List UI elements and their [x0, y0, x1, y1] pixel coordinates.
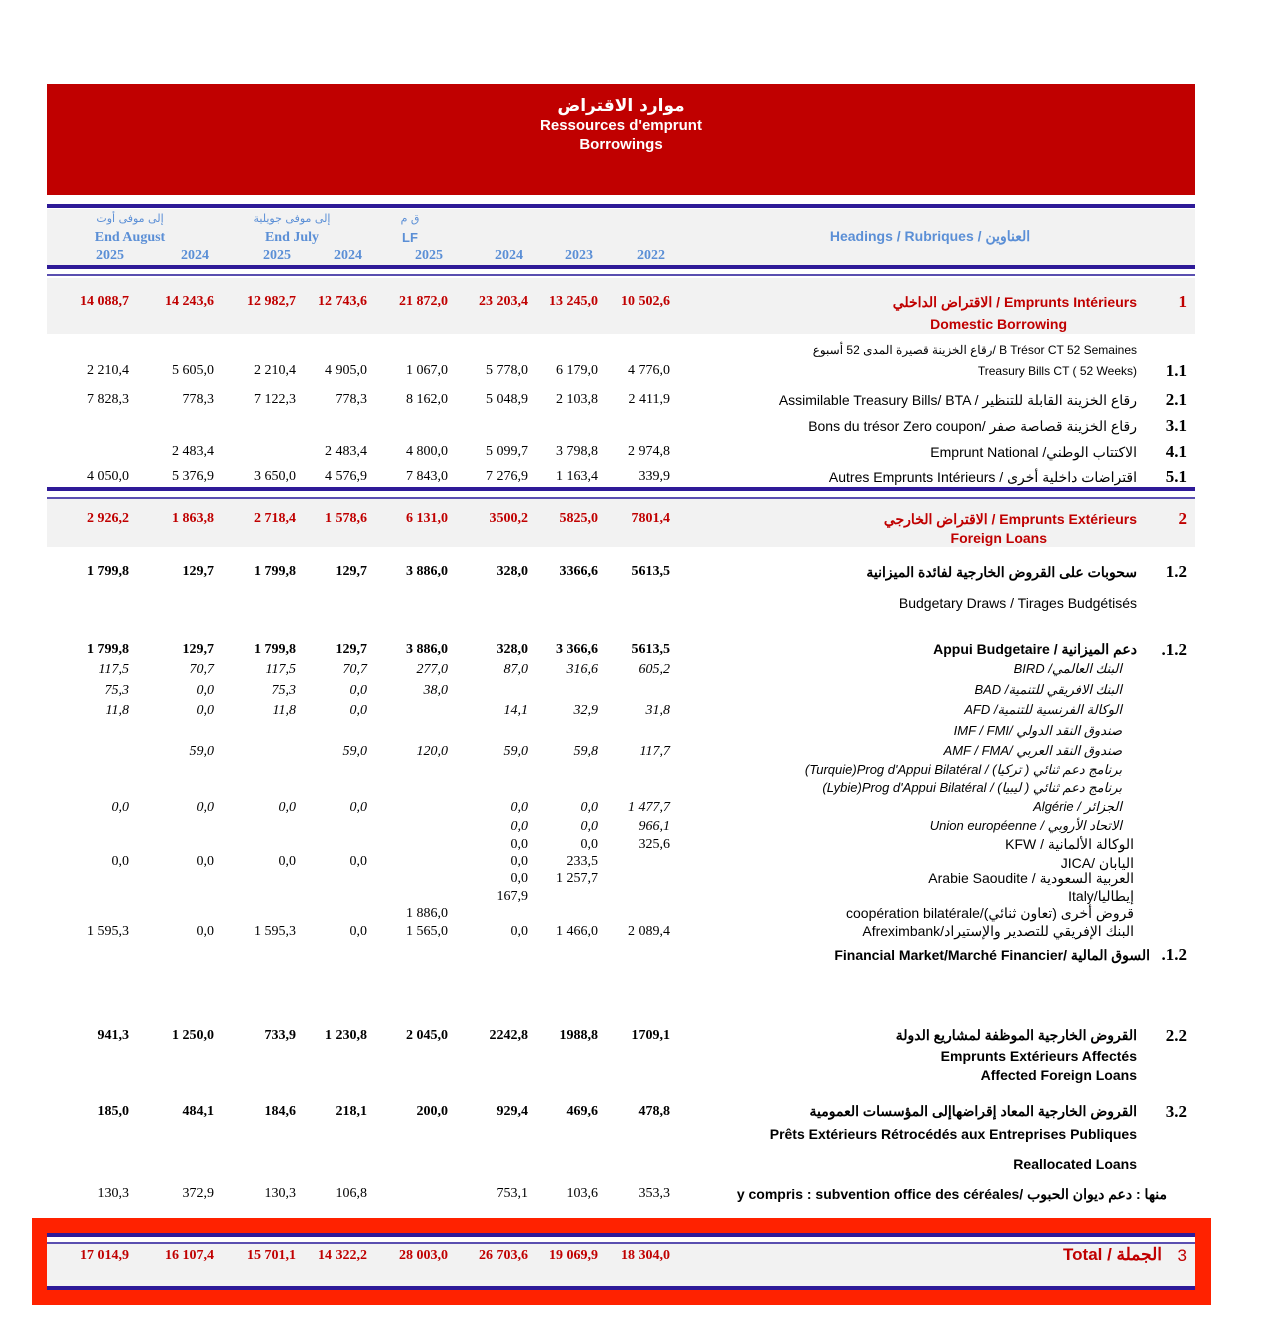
cell-value: 2 411,9: [628, 392, 670, 407]
row-label: Treasury Bills CT ( 52 Weeks): [977, 364, 1137, 378]
cell-value: 1 886,0: [406, 906, 448, 921]
cell-value: 4 905,0: [325, 363, 367, 378]
divider: [47, 1286, 1195, 1290]
cell-value: 2242,8: [489, 1028, 528, 1043]
cell-value: 70,7: [189, 662, 214, 677]
total-value: 14 322,2: [318, 1248, 367, 1263]
cell-value: 0,0: [196, 683, 214, 698]
cell-value: 4 800,0: [406, 444, 448, 459]
title-english: Borrowings: [579, 136, 663, 153]
cell-value: 0,0: [278, 800, 296, 815]
row-label: Domestic Borrowing: [930, 316, 1067, 332]
cell-value: 1 257,7: [556, 871, 598, 886]
row-label: Affected Foreign Loans: [980, 1067, 1137, 1083]
cell-value: 32,9: [573, 703, 598, 718]
row-label: (Turquie)Prog d'Appui Bilatéral / (برنامج دعم ثنائي ( تركيا: [804, 762, 1122, 777]
row-label: Algérie / الجزائر: [1033, 799, 1122, 814]
cell-value: 184,6: [264, 1104, 296, 1119]
row-code: 2.2: [1165, 1026, 1187, 1045]
year-column-header: 2024: [334, 248, 362, 263]
cell-value: 200,0: [416, 1104, 448, 1119]
cell-value: 59,0: [342, 744, 367, 759]
divider: [47, 487, 1195, 491]
cell-value: 4 576,9: [325, 469, 367, 484]
cell-value: 129,7: [182, 564, 214, 579]
cell-value: 966,1: [638, 819, 670, 834]
cell-value: 4 050,0: [87, 469, 129, 484]
total-value: 18 304,0: [621, 1248, 670, 1263]
row-code: .1.2: [1161, 640, 1187, 659]
year-column-header: 2025: [263, 248, 291, 263]
cell-value: 10 502,6: [621, 294, 670, 309]
divider: [47, 274, 1195, 276]
row-label: الاقتراض الخارجي / Emprunts Extérieurs: [883, 511, 1137, 527]
cell-value: 484,1: [182, 1104, 214, 1119]
cell-value: 5 048,9: [486, 392, 528, 407]
cell-value: 14 088,7: [80, 294, 129, 309]
cell-value: 0,0: [580, 819, 598, 834]
row-label: Afreximbank/البنك الإفريقي للتصدير والإستيراد: [862, 923, 1134, 939]
row-code: 2.1: [1165, 390, 1187, 409]
row-label: Prêts Extérieurs Rétrocédés aux Entreprises Publiques: [769, 1126, 1137, 1142]
row-label: Union européenne / الاتحاد الأروبي: [929, 818, 1122, 833]
year-column-header: 2025: [415, 248, 443, 263]
cell-value: 0,0: [510, 819, 528, 834]
cell-value: 6 131,0: [406, 511, 448, 526]
cell-value: 120,0: [416, 744, 448, 759]
cell-value: 70,7: [342, 662, 367, 677]
cell-value: 14 243,6: [165, 294, 214, 309]
cell-value: 0,0: [510, 871, 528, 886]
cell-value: 1 466,0: [556, 924, 598, 939]
row-label: Autres Emprunts Intérieurs / اقتراضات داخلية أخرى: [828, 469, 1137, 485]
cell-value: 12 743,6: [318, 294, 367, 309]
cell-value: 778,3: [335, 392, 367, 407]
cell-value: 59,0: [189, 744, 214, 759]
row-label: coopération bilatérale/(قروض أخرى (تعاون ثنائي: [846, 905, 1134, 921]
divider: [47, 265, 1195, 269]
headings-label: Headings / Rubriques / العناوين: [829, 228, 1031, 244]
cell-value: 5825,0: [559, 511, 598, 526]
cell-value: 5613,5: [631, 564, 670, 579]
cell-value: 0,0: [510, 800, 528, 815]
cell-value: 185,0: [97, 1104, 129, 1119]
row-label: Budgetary Draws / Tirages Budgétisés: [898, 595, 1137, 611]
cell-value: 733,9: [264, 1028, 296, 1043]
cell-value: 3 886,0: [406, 564, 448, 579]
group-header-ar: إلى موفى أوت: [96, 212, 164, 225]
cell-value: 0,0: [349, 683, 367, 698]
cell-value: 3 798,8: [556, 444, 598, 459]
cell-value: 7801,4: [631, 511, 670, 526]
cell-value: 5 605,0: [172, 363, 214, 378]
cell-value: 0,0: [510, 924, 528, 939]
cell-value: 2 483,4: [325, 444, 367, 459]
cell-value: 2 926,2: [87, 511, 129, 526]
row-code: 1: [1178, 292, 1187, 311]
total-value: 17 014,9: [80, 1248, 129, 1263]
cell-value: 59,0: [503, 744, 528, 759]
cell-value: 372,9: [182, 1186, 214, 1201]
cell-value: 7 276,9: [486, 469, 528, 484]
cell-value: 11,8: [105, 703, 129, 718]
row-label: IMF / FMI/ صندوق النقد الدولي: [953, 723, 1122, 738]
cell-value: 233,5: [566, 854, 598, 869]
row-label: سحوبات على القروض الخارجية لفائدة الميزانية: [866, 564, 1137, 580]
cell-value: 5613,5: [631, 642, 670, 657]
cell-value: 0,0: [196, 924, 214, 939]
cell-value: 7 122,3: [254, 392, 296, 407]
total-code: 3: [1177, 1246, 1187, 1265]
cell-value: 11,8: [272, 703, 296, 718]
row-label: Appui Budgetaire / دعم الميزانية: [933, 641, 1137, 657]
year-column-header: 2022: [637, 248, 665, 263]
cell-value: 328,0: [496, 564, 528, 579]
title-banner: [47, 84, 1195, 195]
row-label: BAD /البنك الافريقي للتنمية: [974, 682, 1122, 697]
title-french: Ressources d'emprunt: [540, 117, 702, 134]
cell-value: 316,6: [566, 662, 598, 677]
cell-value: 941,3: [97, 1028, 129, 1043]
cell-value: 5 778,0: [486, 363, 528, 378]
cell-value: 0,0: [196, 854, 214, 869]
cell-value: 75,3: [104, 683, 129, 698]
cell-value: 2 483,4: [172, 444, 214, 459]
row-label: y compris : subvention office des céréales/ منها : دعم ديوان الحبوب: [736, 1186, 1167, 1202]
cell-value: 778,3: [182, 392, 214, 407]
total-value: 19 069,9: [549, 1248, 598, 1263]
cell-value: 0,0: [111, 854, 129, 869]
row-code: 3.2: [1165, 1102, 1187, 1121]
cell-value: 0,0: [349, 854, 367, 869]
cell-value: 1709,1: [631, 1028, 670, 1043]
cell-value: 3 366,6: [556, 642, 598, 657]
cell-value: 12 982,7: [247, 294, 296, 309]
group-header: End July: [264, 230, 320, 245]
cell-value: 3 886,0: [406, 642, 448, 657]
cell-value: 3 650,0: [254, 469, 296, 484]
cell-value: 1 799,8: [87, 564, 129, 579]
row-label: Arabie Saoudite / العربية السعودية: [928, 870, 1134, 886]
cell-value: 605,2: [638, 662, 670, 677]
group-header-ar: إلى موفى جويلية: [253, 212, 331, 225]
row-label: Foreign Loans: [950, 530, 1047, 546]
cell-value: 75,3: [271, 683, 296, 698]
cell-value: 469,6: [566, 1104, 598, 1119]
cell-value: 339,9: [638, 469, 670, 484]
divider: [47, 204, 1195, 208]
cell-value: 129,7: [335, 564, 367, 579]
row-label: رقاع الخزينة قصيرة المدى 52 أسبوع/ B Trésor CT 52 Semaines: [812, 343, 1137, 357]
row-label: القروض الخارجية الموظفة لمشاريع الدولة: [895, 1027, 1137, 1043]
cell-value: 929,4: [496, 1104, 528, 1119]
cell-value: 0,0: [349, 800, 367, 815]
row-code: 3.1: [1165, 416, 1187, 435]
cell-value: 23 203,4: [479, 294, 528, 309]
cell-value: 7 843,0: [406, 469, 448, 484]
cell-value: 117,7: [639, 744, 670, 759]
cell-value: 1 565,0: [406, 924, 448, 939]
cell-value: 2 974,8: [628, 444, 670, 459]
group-header-ar: ق م: [400, 212, 420, 225]
total-value: 16 107,4: [165, 1248, 214, 1263]
row-label: AMF / FMA/ صندوق النقد العربي: [943, 743, 1122, 758]
year-column-header: 2024: [181, 248, 209, 263]
row-code: .1.2: [1161, 945, 1187, 964]
year-column-header: 2025: [96, 248, 124, 263]
cell-value: 0,0: [580, 800, 598, 815]
cell-value: 1 799,8: [254, 642, 296, 657]
cell-value: 59,8: [573, 744, 598, 759]
cell-value: 328,0: [496, 642, 528, 657]
cell-value: 2 210,4: [254, 363, 296, 378]
row-code: 1.1: [1165, 361, 1187, 380]
cell-value: 1 799,8: [254, 564, 296, 579]
cell-value: 1 595,3: [87, 924, 129, 939]
cell-value: 103,6: [566, 1186, 598, 1201]
cell-value: 0,0: [111, 800, 129, 815]
cell-value: 2 210,4: [87, 363, 129, 378]
cell-value: 1 250,0: [172, 1028, 214, 1043]
cell-value: 167,9: [496, 889, 528, 904]
cell-value: 8 162,0: [406, 392, 448, 407]
row-label: AFD /الوكالة الفرنسية للتنمية: [964, 702, 1122, 717]
cell-value: 38,0: [423, 683, 448, 698]
cell-value: 353,3: [638, 1186, 670, 1201]
cell-value: 1 863,8: [172, 511, 214, 526]
cell-value: 0,0: [510, 854, 528, 869]
total-value: 28 003,0: [399, 1248, 448, 1263]
row-label: Reallocated Loans: [1013, 1156, 1137, 1172]
cell-value: 0,0: [510, 837, 528, 852]
cell-value: 5 099,7: [486, 444, 528, 459]
cell-value: 478,8: [638, 1104, 670, 1119]
cell-value: 2 089,4: [628, 924, 670, 939]
cell-value: 1 163,4: [556, 469, 598, 484]
cell-value: 106,8: [335, 1186, 367, 1201]
cell-value: 1 595,3: [254, 924, 296, 939]
cell-value: 129,7: [335, 642, 367, 657]
row-code: 2: [1178, 509, 1187, 528]
row-label: Italy/إيطاليا: [1068, 888, 1134, 904]
row-label: KFW / الوكالة الألمانية: [1005, 836, 1134, 852]
row-code: 1.2: [1165, 562, 1187, 581]
cell-value: 6 179,0: [556, 363, 598, 378]
cell-value: 218,1: [335, 1104, 367, 1119]
cell-value: 31,8: [645, 703, 670, 718]
cell-value: 130,3: [264, 1186, 296, 1201]
cell-value: 0,0: [196, 703, 214, 718]
cell-value: 2 718,4: [254, 511, 296, 526]
cell-value: 0,0: [196, 800, 214, 815]
cell-value: 325,6: [638, 837, 670, 852]
total-value: 26 703,6: [479, 1248, 528, 1263]
cell-value: 117,5: [265, 662, 296, 677]
cell-value: 2 045,0: [406, 1028, 448, 1043]
cell-value: 1 799,8: [87, 642, 129, 657]
cell-value: 3366,6: [559, 564, 598, 579]
row-label: Emprunt National /الاكتتاب الوطني: [930, 444, 1137, 460]
cell-value: 3500,2: [489, 511, 528, 526]
row-label: Emprunts Extérieurs Affectés: [940, 1048, 1137, 1064]
row-code: 5.1: [1165, 467, 1187, 486]
cell-value: 87,0: [503, 662, 528, 677]
cell-value: 0,0: [278, 854, 296, 869]
cell-value: 0,0: [349, 703, 367, 718]
cell-value: 277,0: [416, 662, 448, 677]
total-value: 15 701,1: [247, 1248, 296, 1263]
cell-value: 129,7: [182, 642, 214, 657]
cell-value: 4 776,0: [628, 363, 670, 378]
row-label: Financial Market/Marché Financier/ السوق المالية: [834, 947, 1150, 963]
cell-value: 21 872,0: [399, 294, 448, 309]
total-label: Total / الجملة: [1063, 1245, 1162, 1264]
cell-value: 1 578,6: [325, 511, 367, 526]
cell-value: 7 828,3: [87, 392, 129, 407]
cell-value: 0,0: [580, 837, 598, 852]
group-header: LF: [402, 230, 418, 245]
cell-value: 5 376,9: [172, 469, 214, 484]
cell-value: 2 103,8: [556, 392, 598, 407]
cell-value: 1 067,0: [406, 363, 448, 378]
group-header: End August: [94, 230, 166, 245]
row-label: القروض الخارجية المعاد إقراضهاإلى المؤسسات العمومية: [809, 1103, 1137, 1119]
row-label: BIRD /البنك العالمي: [1013, 661, 1122, 676]
cell-value: 1 477,7: [628, 800, 670, 815]
cell-value: 130,3: [97, 1186, 129, 1201]
cell-value: 753,1: [496, 1186, 528, 1201]
row-label: Bons du trésor Zero coupon/ رقاع الخزينة قصاصة صفر: [808, 418, 1137, 434]
title-arabic: موارد الاقتراض: [557, 96, 685, 116]
row-label: (Lybie)Prog d'Appui Bilatéral / (برنامج دعم ثنائي ( ليبيا: [822, 780, 1122, 795]
row-label: الاقتراض الداخلي / Emprunts Intérieurs: [892, 294, 1137, 310]
cell-value: 13 245,0: [549, 294, 598, 309]
cell-value: 1 230,8: [325, 1028, 367, 1043]
cell-value: 14,1: [503, 703, 528, 718]
cell-value: 117,5: [98, 662, 129, 677]
row-label: JICA/ اليابان: [1060, 855, 1134, 871]
cell-value: 0,0: [349, 924, 367, 939]
year-column-header: 2023: [565, 248, 593, 263]
year-column-header: 2024: [495, 248, 523, 263]
row-code: 4.1: [1165, 442, 1187, 461]
row-label: Assimilable Treasury Bills/ BTA / رقاع الخزينة القابلة للتنظير: [778, 392, 1137, 408]
cell-value: 1988,8: [559, 1028, 598, 1043]
